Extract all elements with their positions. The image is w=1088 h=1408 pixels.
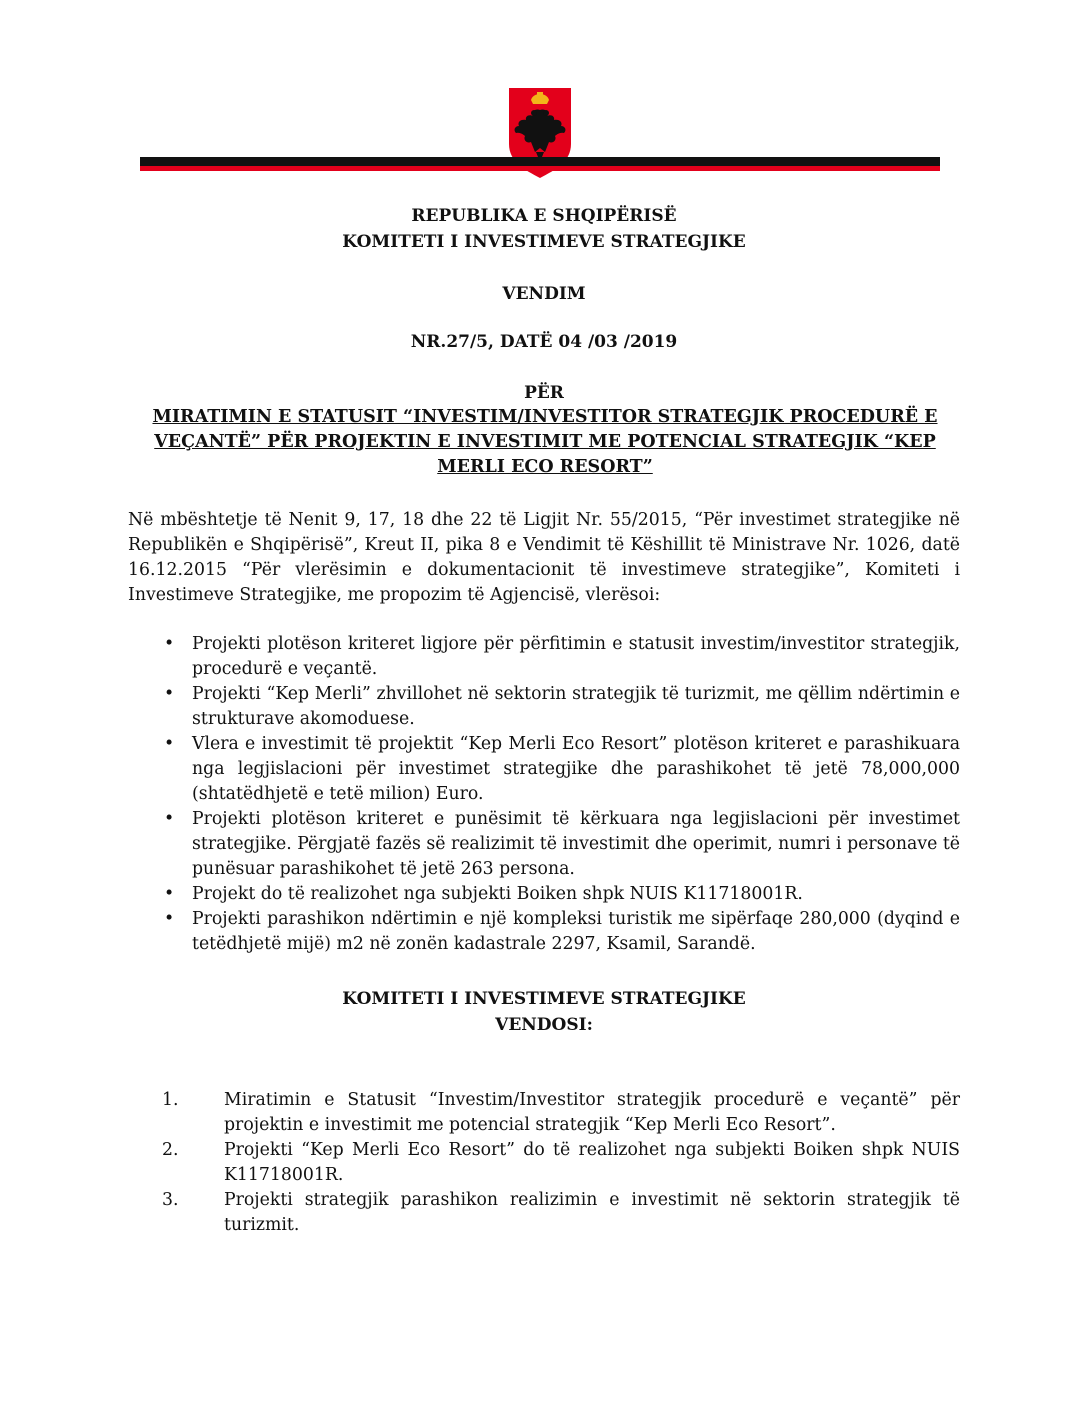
finding-item: • Projekti plotëson kriteret ligjore për përfitimin e statusit investim/investitor strategjik, procedurë e veçantë. [164,634,960,679]
finding-item: • Vlera e investimit të projektit “Kep Merli Eco Resort” plotëson kriteret e parashikuara nga legjislacioni për investimet strategjike dhe parashikohet të jetë 78,000,000 (shtatëdhjetë e tetë milion) Euro. [164,734,960,804]
decision-items-list [128,1088,960,1238]
decision-number-date: NR.27/5, DATË 04 /03 /2019 [410,332,678,352]
preamble-paragraph: Në mbështetje të Nenit 9, 17, 18 dhe 22 të Ligjit Nr. 55/2015, “Për investimet strategjike në Republikën e Shqipërisë”, Kreut II, pika 8 e Vendimit të Këshillit të Ministrave Nr. 1026, datë 16.12.2015 “Për vlerësimin e dokumentacionit të investimeve strategjike”, Komiteti i Investimeve Strategjike, me propozim të Agjencisë, vlerësoi: [128,510,960,605]
finding-item: • Projekt do të realizohet nga subjekti Boiken shpk NUIS K11718001R. [164,884,803,904]
header-rule-red [140,166,940,171]
decision-title-text: MIRATIMIN E STATUSIT “INVESTIM/INVESTITOR STRATEGJIK PROCEDURË E VEÇANTË” PËR PROJEKTIN E INVESTIMIT ME POTENCIAL STRATEGJIK “KEP MERLI ECO RESORT” [152,407,938,477]
title-per: PËR [524,383,564,403]
republic-heading: REPUBLIKA E SHQIPËRISË [411,206,677,226]
decision-item: 3. Projekti strategjik parashikon realizimin e investimit në sektorin strategjik të turizmit. [162,1190,960,1235]
finding-item: • Projekti “Kep Merli” zhvillohet në sektorin strategjik të turizmit, me qëllim ndërtimin e strukturave akomoduese. [164,684,960,729]
header-rule-black [140,157,940,166]
decision-heading-committee: KOMITETI I INVESTIMEVE STRATEGJIKE [342,989,746,1009]
finding-item: • Projekti plotëson kriteret e punësimit të kërkuara nga legjislacioni për investimet strategjike. Përgjatë fazës së realizimit të investimit dhe operimit, numri i personave të punësuar parashikohet të jetë 263 persona. [164,809,960,879]
findings-list [128,632,960,957]
decision-item: 1. Miratimin e Statusit “Investim/Investitor strategjik procedurë e veçantë” për projektin e investimit me potencial strategjik “Kep Merli Eco Resort”. [162,1090,960,1135]
finding-item: • Projekti parashikon ndërtimin e një kompleksi turistik me sipërfaqe 280,000 (dyqind e tetëdhjetë mijë) m2 në zonën kadastrale 2297, Ksamil, Sarandë. [164,909,960,954]
committee-heading: KOMITETI I INVESTIMEVE STRATEGJIKE [342,232,746,252]
decision-heading-vendosi: VENDOSI: [495,1015,593,1035]
document-type: VENDIM [502,284,586,304]
decision-item: 2. Projekti “Kep Merli Eco Resort” do të realizohet nga subjekti Boiken shpk NUIS K11718001R. [162,1140,960,1185]
decision-title [150,405,940,480]
